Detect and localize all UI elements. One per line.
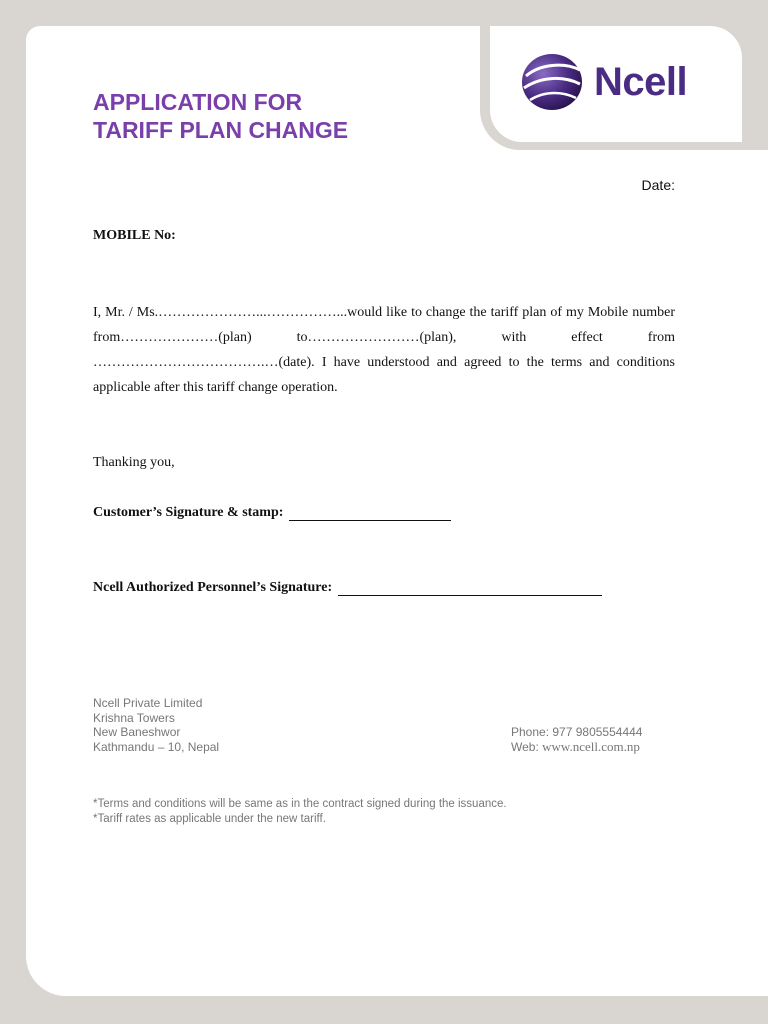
address-line: Ncell Private Limited — [93, 696, 203, 710]
closing-text: Thanking you, — [93, 455, 175, 470]
website — [511, 740, 642, 755]
company-address — [93, 696, 219, 754]
note-item: *Tariff rates as applicable under the new tariff. — [93, 812, 326, 825]
customer-signature-line — [289, 506, 451, 521]
customer-signature-field — [93, 505, 451, 521]
personnel-signature-field — [93, 580, 602, 596]
customer-signature-label: Customer’s Signature & stamp: — [93, 505, 284, 520]
contact-info — [511, 725, 642, 754]
date-label: Date: — [641, 177, 675, 193]
address-line: New Baneshwor — [93, 725, 181, 739]
web-label: Web: — [511, 739, 543, 754]
title-line-2: TARIFF PLAN CHANGE — [93, 117, 349, 143]
note-item: *Terms and conditions will be same as in the contract signed during the issuance. — [93, 798, 507, 810]
globe-icon — [520, 50, 584, 114]
personnel-signature-label: Ncell Authorized Personnel’s Signature: — [93, 580, 333, 595]
logo-wordmark: Ncell — [594, 59, 688, 104]
website-link[interactable]: www.ncell.com.np — [542, 738, 640, 754]
mobile-number-label: MOBILE No: — [93, 228, 176, 243]
page-title — [93, 88, 348, 144]
request-paragraph: I, Mr. / Ms.…………………...……………...would like to change the tariff plan of my Mobile number from…………………(plan) to……………………(plan), with effect from ……………………………….…(date). I have understood and agreed to the terms and conditions applicable after this tariff change operation. — [93, 305, 675, 395]
personnel-signature-line — [338, 581, 602, 596]
address-line: Krishna Towers — [93, 710, 175, 725]
ncell-logo — [520, 50, 720, 114]
phone-number: Phone: 977 9805554444 — [511, 725, 643, 739]
title-line-1: APPLICATION FOR — [93, 89, 303, 115]
terms-notes — [93, 797, 507, 826]
address-line: Kathmandu – 10, Nepal — [93, 739, 220, 754]
